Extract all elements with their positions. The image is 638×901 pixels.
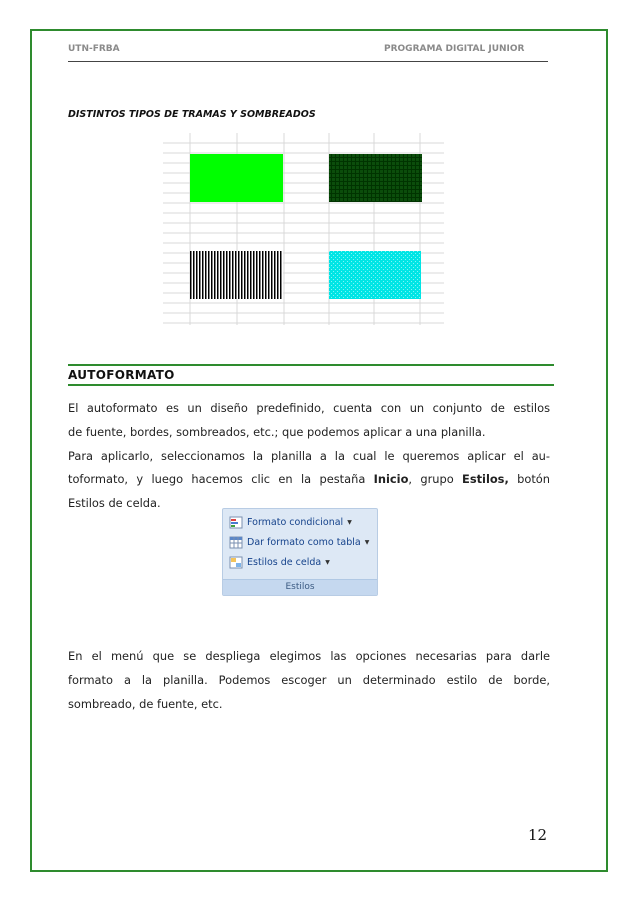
- paragraph-autoformato: [68, 397, 550, 516]
- dropdown-arrow-icon: ▼: [364, 539, 370, 546]
- conditional-format-icon: [229, 516, 243, 529]
- ribbon-estilos-group: [222, 508, 378, 596]
- dar-formato-tabla-label: Dar formato como tabla: [247, 537, 361, 548]
- green-solid-fill: [190, 154, 283, 202]
- bold-estilos: Estilos,: [462, 472, 509, 487]
- cell-styles-icon: [229, 556, 243, 569]
- header-rule: [68, 61, 548, 62]
- table-format-icon: [229, 536, 243, 549]
- estilos-de-celda-button[interactable]: [229, 554, 330, 571]
- header-left: UTN-FRBA: [68, 44, 120, 54]
- ribbon-group-label: Estilos: [223, 579, 377, 595]
- dar-formato-tabla-button[interactable]: [229, 534, 369, 551]
- black-stripe-pattern-fill: [190, 251, 283, 299]
- dark-green-pattern-fill: [329, 154, 422, 202]
- page-number: 12: [528, 826, 548, 844]
- header-right: PROGRAMA DIGITAL JUNIOR: [384, 44, 525, 54]
- dropdown-arrow-icon: ▼: [325, 559, 330, 566]
- formato-condicional-button[interactable]: [229, 514, 352, 531]
- section-rule-top: [68, 364, 554, 366]
- paragraph-line: Para aplicarlo, seleccionamos la planilla a la cual le queremos aplicar el au-: [68, 448, 550, 463]
- paragraph-line: Estilos de celda.: [68, 496, 161, 511]
- section-rule-bottom: [68, 384, 554, 386]
- paragraph-line: toformato, y luego hacemos clic en la pestaña Inicio, grupo Estilos, botón: [68, 472, 550, 487]
- paragraph-line: sombreado, de fuente, etc.: [68, 696, 223, 711]
- paragraph-line: El autoformato es un diseño predefinido, cuenta con un conjunto de estilos: [68, 401, 550, 415]
- section-title-tramas: DISTINTOS TIPOS DE TRAMAS Y SOMBREADOS: [68, 109, 316, 120]
- shading-examples-image: [163, 133, 444, 325]
- bold-inicio: Inicio: [373, 472, 409, 487]
- paragraph-line: formato a la planilla. Podemos escoger un determinado estilo de borde,: [68, 672, 550, 687]
- paragraph-line: de fuente, bordes, sombreados, etc.; que podemos aplicar a una planilla.: [68, 424, 486, 439]
- dropdown-arrow-icon: ▼: [347, 519, 352, 526]
- paragraph-menu: [68, 645, 550, 716]
- section-title-autoformato: AUTOFORMATO: [68, 368, 175, 382]
- estilos-de-celda-label: Estilos de celda: [247, 557, 322, 568]
- cyan-pattern-fill: [329, 251, 421, 299]
- formato-condicional-label: Formato condicional: [247, 517, 344, 528]
- paragraph-line: En el menú que se despliega elegimos las opciones necesarias para darle: [68, 649, 550, 663]
